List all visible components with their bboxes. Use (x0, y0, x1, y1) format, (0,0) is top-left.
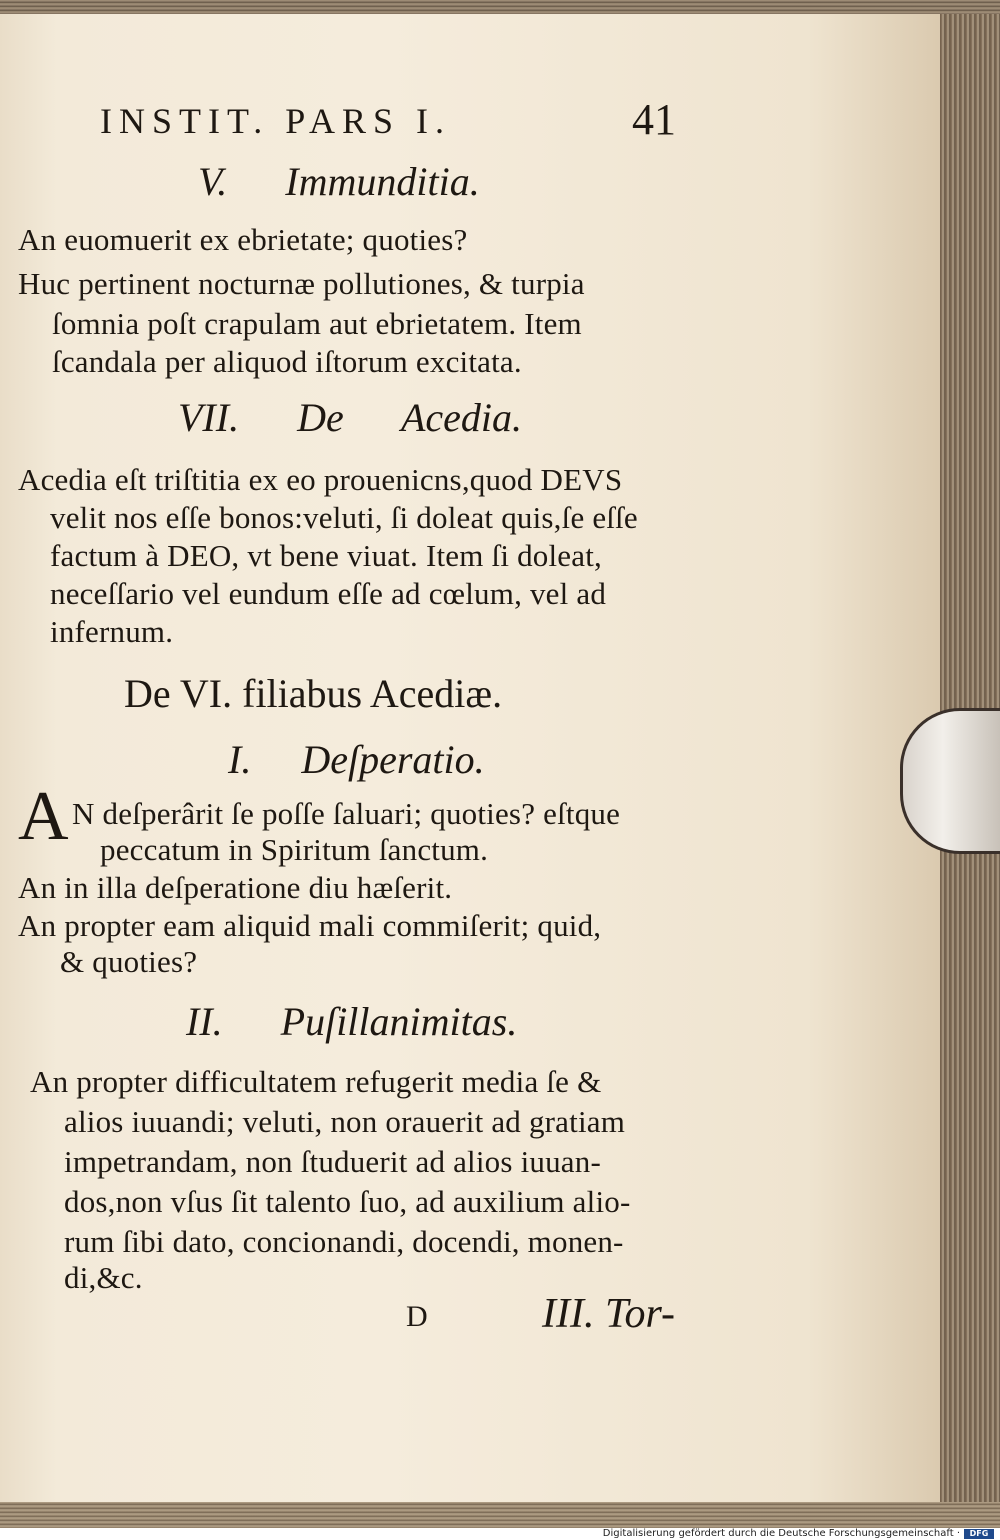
signature-mark: D (406, 1300, 428, 1333)
text-line: di,&c. (64, 1260, 143, 1295)
text-line: factum à DEO, vt bene viuat. Item ſi doleat, (50, 538, 602, 573)
text-line: peccatum in Spiritum ſanctum. (100, 832, 489, 867)
text-line: Acedia eſt triſtitia ex eo prouenicns,quod DEVS (18, 462, 623, 497)
catchword: III. Tor- (542, 1291, 675, 1337)
text-line: & quoties? (60, 944, 198, 979)
text-line: ſcandala per aliquod iſtorum excitata. (52, 344, 522, 379)
text-line: An propter difficultatem refugerit media ſe & (30, 1064, 602, 1099)
text-line: alios iuuandi; veluti, non orauerit ad gratiam (64, 1104, 626, 1139)
text-line: An in illa deſperatione diu hæſerit. (18, 870, 453, 905)
dfg-logo: DFG (964, 1529, 994, 1539)
section-heading-acedia: VII. De Acedia. (178, 395, 523, 440)
subheading-desperatio: I. Deſperatio. (228, 737, 485, 782)
text-line: N deſperârit ſe poſſe ſaluari; quoties? eſtque (72, 796, 621, 831)
page-number: 41 (632, 95, 676, 144)
text-line: ſomnia poſt crapulam aut ebrietatem. Item (52, 306, 582, 341)
text-line: infernum. (50, 614, 174, 649)
text-line: impetrandam, non ſtuduerit ad alios iuuan- (64, 1144, 601, 1179)
text-line: An euomuerit ex ebrietate; quoties? (18, 222, 468, 257)
drop-initial: A (18, 778, 69, 855)
book-clip (900, 708, 1000, 854)
section-heading-immunditia: V. Immunditia. (198, 159, 480, 204)
text-line: dos,non vſus ſit talento ſuo, ad auxilium alio- (64, 1184, 631, 1219)
text-line: An propter eam aliquid mali commiſerit; quid, (18, 908, 602, 943)
page-edges-top (0, 0, 1000, 14)
text-line: rum ſibi dato, concionandi, docendi, monen- (64, 1224, 624, 1259)
funding-credit: Digitalisierung gefördert durch die Deutsche Forschungsgemeinschaft · (602, 1528, 960, 1539)
text-line: neceſſario vel eundum eſſe ad cœlum, vel ad (50, 576, 607, 611)
page-edges-bottom (0, 1502, 1000, 1528)
running-title: INSTIT. PARS I. (100, 101, 452, 141)
text-line: Huc pertinent nocturnæ pollutiones, & turpia (18, 266, 585, 301)
subheading-pusillanimitas: II. Puſillanimitas. (186, 999, 518, 1044)
digitization-footer (0, 1528, 1000, 1540)
section-heading-filiabus: De VI. filiabus Acediæ. (124, 671, 503, 716)
text-line: velit nos eſſe bonos:veluti, ſi doleat quis,ſe eſſe (50, 500, 638, 535)
